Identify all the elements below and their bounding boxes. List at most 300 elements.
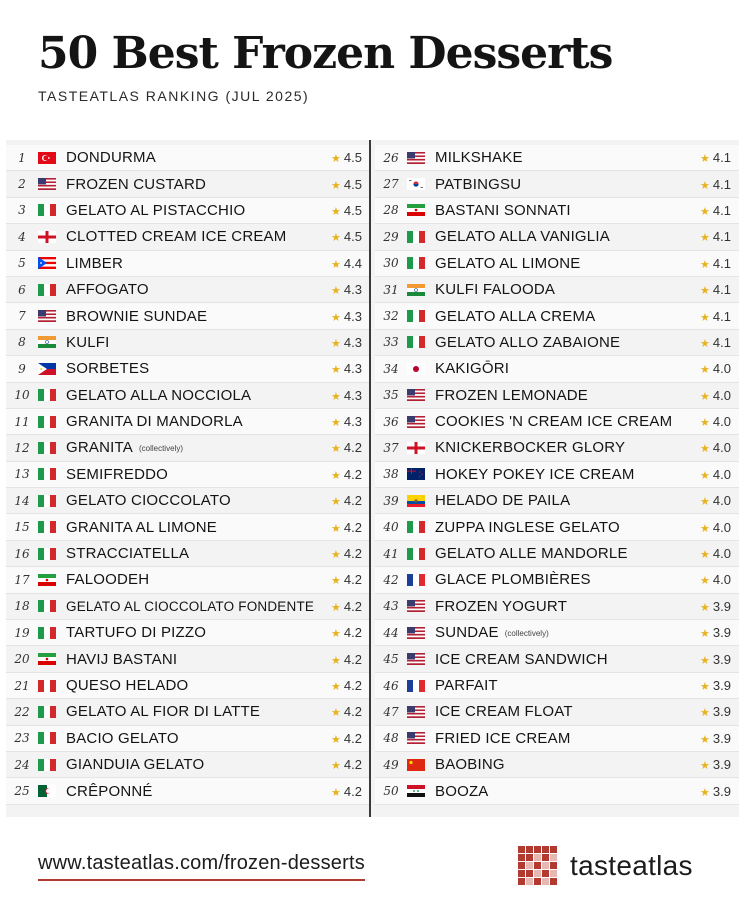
rank-number: 3 [18,203,26,218]
star-icon: ★ [331,364,341,377]
dessert-name[interactable]: ZUPPA INGLESE GELATO [435,518,620,536]
ranking-row [6,726,370,752]
ranking-row [375,778,739,804]
dessert-name[interactable]: GLACE PLOMBIÈRES [435,571,591,589]
rating: ★ 3.9 [700,625,731,641]
dessert-name[interactable]: ICE CREAM SANDWICH [435,650,608,668]
star-icon: ★ [700,549,710,562]
rank-number: 15 [14,520,30,535]
rank-number: 40 [383,520,399,535]
star-icon: ★ [700,443,710,456]
dessert-name[interactable]: CRÊPONNÉ [66,782,153,800]
tasteatlas-logo[interactable] [518,846,693,886]
dessert-name[interactable]: PARFAIT [435,677,498,694]
flag-iran-icon [38,653,56,665]
rank-number: 29 [383,229,399,244]
dessert-name[interactable]: GELATO ALLO ZABAIONE [435,333,621,351]
rating: ★ 4.1 [700,229,731,245]
star-icon: ★ [331,733,341,746]
ranking-row [6,567,370,593]
rating: ★ 4.0 [700,493,731,509]
star-icon: ★ [700,232,710,245]
ranking-row [375,567,739,593]
rank-number: 13 [14,467,30,482]
star-icon: ★ [700,364,710,377]
ranking-row [375,383,739,409]
flag-syria-icon [407,785,425,797]
rating: ★ 4.1 [700,282,731,298]
rank-number: 8 [18,335,26,350]
rank-number: 25 [14,784,30,799]
star-icon: ★ [331,522,341,535]
star-icon: ★ [700,285,710,298]
rating: ★ 4.2 [331,783,362,799]
rank-number: 14 [14,493,30,508]
dessert-name[interactable]: SEMIFREDDO [66,465,169,483]
ranking-row [375,409,739,435]
ranking-row [375,646,739,672]
flag-italy-icon [38,468,56,480]
star-icon: ★ [331,205,341,218]
rank-number: 19 [14,625,30,640]
star-icon: ★ [331,337,341,350]
flag-ecuador-icon [407,495,425,507]
rating: ★ 3.9 [700,651,731,667]
ranking-column-right [375,145,739,805]
flag-italy-icon [407,336,425,348]
rating: ★ 3.9 [700,704,731,720]
dessert-name[interactable]: HAVIJ BASTANI [66,650,178,668]
rank-number: 16 [14,546,30,561]
rank-number: 39 [383,493,399,508]
flag-puerto-rico-icon [38,257,56,269]
rating: ★ 3.9 [700,598,731,614]
flag-france-icon [407,680,425,692]
flag-italy-icon [38,284,56,296]
star-icon: ★ [331,443,341,456]
star-icon: ★ [700,786,710,799]
dessert-name[interactable]: FRIED ICE CREAM [435,729,571,747]
rating: ★ 4.3 [331,387,362,403]
dessert-name[interactable]: STRACCIATELLA [66,545,190,563]
flag-england-icon [38,231,56,243]
ranking-row [6,541,370,567]
star-icon: ★ [700,417,710,430]
dessert-name[interactable]: DONDURMA [66,149,156,167]
collectively-note: (collectively) [138,444,183,454]
flag-turkey-icon [38,152,56,164]
ranking-row [6,514,370,540]
dessert-name[interactable]: FROZEN CUSTARD [66,175,207,193]
rating: ★ 4.2 [331,651,362,667]
star-icon: ★ [331,311,341,324]
rank-number: 4 [18,229,26,244]
ranking-row [375,673,739,699]
ranking-row [6,356,370,382]
star-icon: ★ [331,628,341,641]
star-icon: ★ [700,681,710,693]
rank-number: 47 [383,704,399,719]
rating: ★ 4.3 [331,414,362,430]
ranking-row [375,330,739,356]
dessert-name[interactable]: ICE CREAM FLOAT [435,703,573,721]
star-icon: ★ [331,232,341,245]
star-icon: ★ [331,786,341,799]
rating: ★ 4.2 [331,546,362,562]
dessert-name[interactable]: SUNDAE (collectively) [435,624,549,642]
star-icon: ★ [700,390,710,403]
flag-italy-icon [407,548,425,560]
tasteatlas-logo-icon [518,846,558,886]
rating: ★ 4.1 [700,308,731,324]
rank-number: 11 [14,414,30,429]
rank-number: 22 [14,704,30,719]
ranking-row [375,251,739,277]
rating: ★ 4.3 [331,334,362,350]
rank-number: 27 [383,177,399,192]
rank-number: 12 [14,440,30,455]
dessert-name[interactable]: KAKIGŌRI [435,360,510,378]
rank-number: 36 [383,414,399,429]
rank-number: 26 [383,150,399,165]
star-icon: ★ [331,549,341,562]
star-icon: ★ [331,601,341,614]
flag-usa-icon [38,310,56,322]
ranking-row [6,778,370,804]
rank-number: 9 [18,361,26,376]
flag-italy-icon [38,389,56,401]
rating: ★ 4.0 [700,466,731,482]
star-icon: ★ [700,469,710,482]
star-icon: ★ [331,575,341,588]
ranking-row [6,620,370,646]
rating: ★ 4.5 [331,150,362,166]
flag-france-icon [407,574,425,586]
flag-usa-icon [407,416,425,428]
dessert-name[interactable]: SORBETES [66,360,150,378]
dessert-name[interactable]: GIANDUIA GELATO [66,756,205,774]
star-icon: ★ [700,205,710,218]
rank-number: 2 [18,177,26,192]
rating: ★ 3.9 [700,730,731,746]
dessert-name[interactable]: QUESO HELADO [66,677,189,694]
dessert-name[interactable]: BROWNIE SUNDAE [66,307,208,325]
rank-number: 21 [14,678,30,693]
rank-number: 38 [383,467,399,482]
ranking-row [375,277,739,303]
rating: ★ 3.9 [700,757,731,773]
ranking-row [375,594,739,620]
ranking-row [6,673,370,699]
flag-peru-icon [38,680,56,692]
dessert-name[interactable]: GELATO AL LIMONE [435,254,581,272]
footer-url-link[interactable]: www.tasteatlas.com/frozen-desserts [38,852,365,881]
flag-italy-icon [38,521,56,533]
dessert-name[interactable]: FROZEN LEMONADE [435,386,589,404]
flag-iran-icon [38,574,56,586]
dessert-name[interactable]: GELATO AL PISTACCHIO [66,201,246,219]
rank-number: 30 [383,256,399,271]
ranking-row [375,198,739,224]
dessert-name[interactable]: GRANITA (collectively) [66,439,183,457]
ranking-row [6,251,370,277]
dessert-name[interactable]: GRANITA DI MANDORLA [66,413,243,431]
star-icon: ★ [331,179,341,192]
rating: ★ 4.5 [331,176,362,192]
rating: ★ 4.2 [331,678,362,693]
rank-number: 5 [18,256,26,271]
star-icon: ★ [700,628,710,641]
ranking-row [6,145,370,171]
rank-number: 32 [383,309,399,324]
dessert-name[interactable]: GRANITA AL LIMONE [66,518,217,536]
ranking-column-left [6,145,370,805]
rank-number: 20 [14,652,30,667]
ranking-row [6,383,370,409]
flag-japan-icon [407,363,425,375]
rating: ★ 4.0 [700,572,731,588]
flag-italy-icon [38,732,56,744]
ranking-row [375,171,739,197]
header [38,30,612,104]
flag-usa-icon [407,600,425,612]
star-icon: ★ [331,285,341,298]
rank-number: 37 [383,440,399,455]
rating: ★ 4.0 [700,519,731,535]
dessert-name[interactable]: BACIO GELATO [66,729,179,747]
rank-number: 17 [14,572,30,587]
flag-italy-icon [407,521,425,533]
flag-italy-icon [38,600,56,612]
ranking-row [6,303,370,329]
rank-number: 41 [383,546,399,561]
ranking-row [375,224,739,250]
dessert-name[interactable]: BASTANI SONNATI [435,201,571,219]
flag-usa-icon [38,178,56,190]
flag-iran-icon [407,204,425,216]
ranking-row [6,699,370,725]
rating: ★ 4.0 [700,387,731,403]
star-icon: ★ [700,601,710,614]
rating: ★ 4.3 [331,282,362,298]
dessert-name[interactable]: HOKEY POKEY ICE CREAM [435,465,635,483]
dessert-name[interactable]: GELATO AL FIOR DI LATTE [66,703,261,721]
flag-korea-icon [407,178,425,190]
rating: ★ 4.1 [700,334,731,350]
rating: ★ 4.0 [700,440,731,456]
star-icon: ★ [331,760,341,773]
star-icon: ★ [331,258,341,271]
dessert-name[interactable]: KULFI [66,333,110,351]
ranking-row [375,726,739,752]
rating: ★ 4.5 [331,229,362,245]
dessert-name[interactable]: BAOBING [435,756,505,774]
collectively-note: (collectively) [504,628,549,638]
rank-number: 7 [18,309,26,324]
rank-number: 6 [18,282,26,297]
rank-number: 34 [383,361,399,376]
flag-usa-icon [407,152,425,164]
dessert-name[interactable]: GELATO CIOCCOLATO [66,492,231,510]
rating: ★ 4.2 [331,598,362,614]
rank-number: 31 [383,282,399,297]
flag-italy-icon [38,416,56,428]
star-icon: ★ [700,733,710,746]
flag-usa-icon [407,653,425,665]
star-icon: ★ [700,496,710,509]
rating: ★ 4.5 [331,202,362,218]
flag-italy-icon [407,257,425,269]
dessert-name[interactable]: GELATO ALLA CREMA [435,307,596,325]
rating: ★ 4.2 [331,466,362,482]
rating: ★ 4.1 [700,255,731,271]
star-icon: ★ [331,654,341,667]
flag-england-icon [407,442,425,454]
rating: ★ 4.2 [331,625,362,641]
flag-italy-icon [407,231,425,243]
flag-usa-icon [407,627,425,639]
rating: ★ 4.1 [700,150,731,166]
rank-number: 45 [383,652,399,667]
rating: ★ 4.3 [331,361,362,377]
star-icon: ★ [331,390,341,403]
dessert-name[interactable]: FROZEN YOGURT [435,597,568,615]
rating: ★ 4.1 [700,202,731,218]
ranking-table [6,140,739,817]
rank-number: 48 [383,731,399,746]
ranking-row [375,462,739,488]
rating: ★ 4.2 [331,757,362,773]
ranking-row [375,488,739,514]
ranking-row [375,514,739,540]
ranking-row [375,435,739,461]
star-icon: ★ [331,707,341,720]
rank-number: 35 [383,388,399,403]
rank-number: 24 [14,757,30,772]
dessert-name[interactable]: PATBINGSU [435,175,522,193]
ranking-row [6,277,370,303]
rank-number: 50 [383,784,399,799]
logo-text: tasteatlas [570,850,693,881]
rating: ★ 4.2 [331,704,362,720]
star-icon: ★ [700,707,710,720]
ranking-row [6,224,370,250]
flag-india-icon [407,284,425,296]
dessert-name[interactable]: CLOTTED CREAM ICE CREAM [66,228,287,246]
dessert-name[interactable]: BOOZA [435,782,489,800]
star-icon: ★ [700,760,710,773]
rating: ★ 4.0 [700,414,731,430]
dessert-name[interactable]: FALOODEH [66,571,150,589]
rating: ★ 4.0 [700,546,731,562]
flag-china-icon [407,759,425,771]
flag-italy-icon [38,548,56,560]
rating: ★ 4.0 [700,361,731,377]
rank-number: 23 [14,731,30,746]
ranking-row [6,462,370,488]
star-icon: ★ [331,153,341,166]
rating: ★ 4.4 [331,255,362,271]
flag-italy-icon [38,204,56,216]
rank-number: 10 [14,388,30,403]
ranking-row [6,435,370,461]
rank-number: 44 [383,625,399,640]
ranking-row [6,330,370,356]
rank-number: 46 [383,678,399,693]
star-icon: ★ [331,496,341,509]
rating: ★ 3.9 [700,678,731,693]
rating: ★ 4.2 [331,440,362,456]
rank-number: 43 [383,599,399,614]
page-subtitle: TASTEATLAS RANKING (JUL 2025) [38,88,310,104]
rating: ★ 4.2 [331,519,362,535]
star-icon: ★ [700,258,710,271]
ranking-row [6,646,370,672]
ranking-row [375,699,739,725]
dessert-name[interactable]: HELADO DE PAILA [435,492,571,510]
flag-algeria-icon [38,785,56,797]
rank-number: 18 [14,599,30,614]
star-icon: ★ [700,522,710,535]
flag-usa-icon [407,389,425,401]
flag-usa-icon [407,732,425,744]
ranking-row [375,303,739,329]
flag-usa-icon [407,706,425,718]
ranking-row [6,171,370,197]
dessert-name[interactable]: MILKSHAKE [435,149,523,167]
star-icon: ★ [331,681,341,693]
dessert-name[interactable]: GELATO ALLA NOCCIOLA [66,386,252,404]
ranking-row [6,198,370,224]
flag-india-icon [38,336,56,348]
dessert-name[interactable]: AFFOGATO [66,281,149,299]
dessert-name[interactable]: TARTUFO DI PIZZO [66,624,207,642]
column-divider [369,140,371,817]
ranking-row [6,594,370,620]
rank-number: 33 [383,335,399,350]
ranking-row [375,752,739,778]
page-title: 50 Best Frozen Desserts [38,28,613,79]
dessert-name[interactable]: KULFI FALOODA [435,281,556,299]
star-icon: ★ [700,311,710,324]
flag-new-zealand-icon [407,468,425,480]
star-icon: ★ [700,575,710,588]
rating: ★ 3.9 [700,783,731,799]
flag-italy-icon [407,310,425,322]
rating: ★ 4.2 [331,730,362,746]
ranking-row [6,488,370,514]
ranking-row [375,356,739,382]
star-icon: ★ [331,417,341,430]
dessert-name[interactable]: COOKIES 'N CREAM ICE CREAM [435,413,673,431]
ranking-row [375,145,739,171]
dessert-name[interactable]: GELATO ALLA VANIGLIA [435,228,610,246]
flag-italy-icon [38,706,56,718]
rating: ★ 4.2 [331,572,362,588]
rank-number: 28 [383,203,399,218]
dessert-name[interactable]: GELATO ALLE MANDORLE [435,545,628,563]
dessert-name[interactable]: LIMBER [66,254,124,272]
flag-philippines-icon [38,363,56,375]
rank-number: 49 [383,757,399,772]
rating: ★ 4.2 [331,493,362,509]
dessert-name[interactable]: GELATO AL CIOCCOLATO FONDENTE [66,598,315,614]
ranking-row [375,541,739,567]
rank-number: 1 [18,150,26,165]
star-icon: ★ [700,179,710,192]
ranking-row [6,409,370,435]
dessert-name[interactable]: KNICKERBOCKER GLORY [435,439,626,457]
